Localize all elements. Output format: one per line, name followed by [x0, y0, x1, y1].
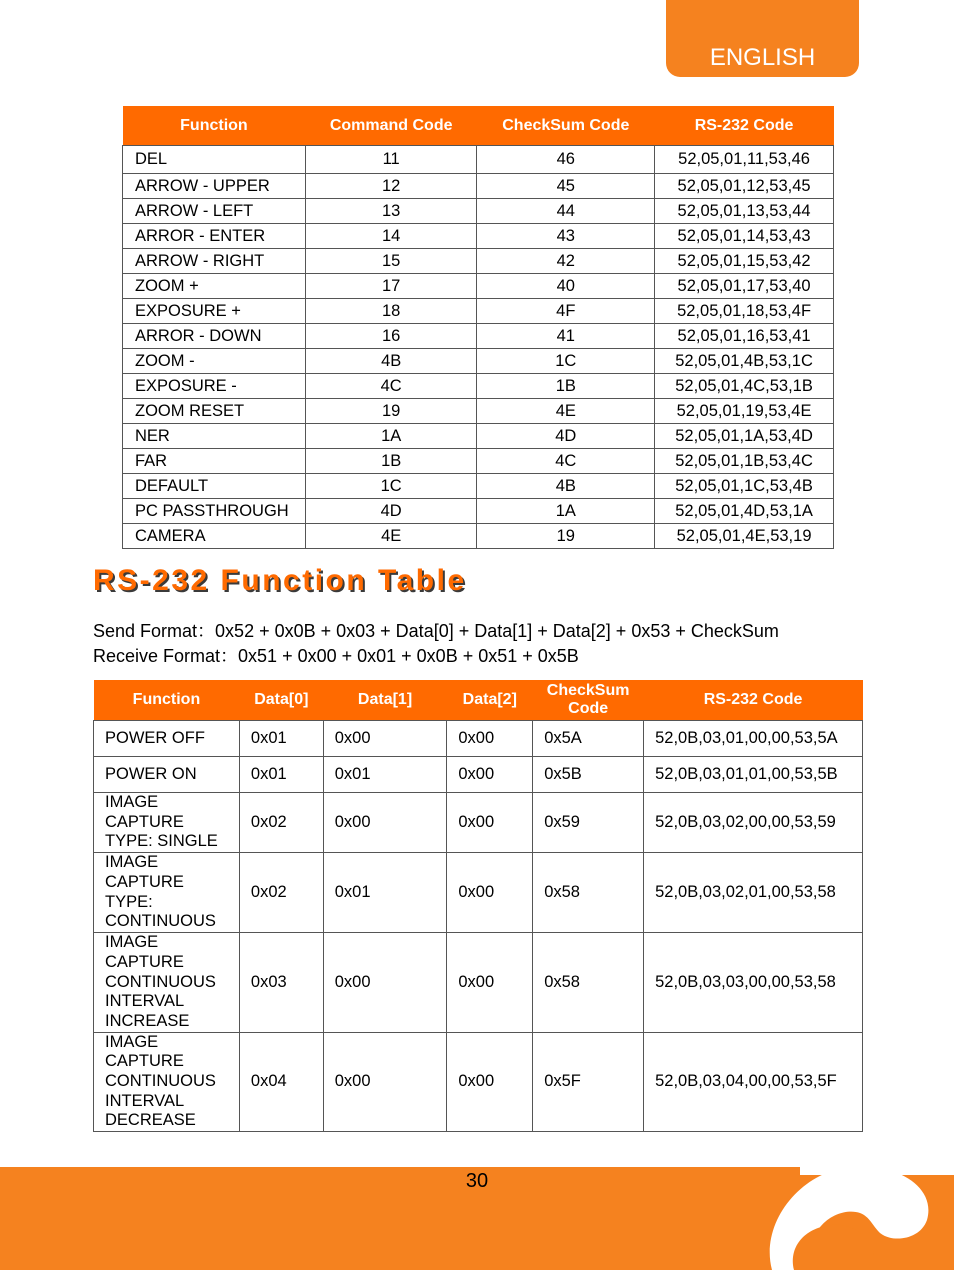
table-cell: 15 — [305, 249, 477, 274]
table-cell: 4D — [305, 499, 477, 524]
table-cell: 4F — [477, 299, 655, 324]
table-cell: CAMERA — [123, 524, 306, 549]
table-row — [94, 721, 863, 757]
table-cell: 0x01 — [239, 721, 323, 757]
table-cell: 19 — [305, 399, 477, 424]
table-cell: 45 — [477, 174, 655, 199]
table-cell: 0x01 — [239, 757, 323, 793]
table-row — [94, 933, 863, 1033]
table-cell: 0x00 — [447, 721, 533, 757]
table-row — [123, 146, 834, 174]
table-cell: DEL — [123, 146, 306, 174]
table-cell: 0x00 — [447, 1032, 533, 1132]
column-header: Data[0] — [239, 680, 323, 721]
column-header: RS-232 Code — [644, 680, 863, 721]
table-cell: 0x5A — [533, 721, 644, 757]
table-cell: 0x58 — [533, 933, 644, 1033]
table-cell: 43 — [477, 224, 655, 249]
table-cell: 52,05,01,13,53,44 — [655, 199, 834, 224]
table-cell: 52,0B,03,03,00,00,53,58 — [644, 933, 863, 1033]
table-cell: 0x5B — [533, 757, 644, 793]
table-cell: 52,05,01,19,53,4E — [655, 399, 834, 424]
table-cell: 0x01 — [323, 853, 447, 933]
table-cell: POWER OFF — [94, 721, 240, 757]
table-cell: 1C — [305, 474, 477, 499]
table-row — [123, 224, 834, 249]
column-header: Command Code — [305, 106, 477, 146]
table-cell: ZOOM - — [123, 349, 306, 374]
column-header: Function — [94, 680, 240, 721]
table-cell: FAR — [123, 449, 306, 474]
table-cell: 41 — [477, 324, 655, 349]
language-label: ENGLISH — [709, 44, 816, 71]
table-cell: 1A — [477, 499, 655, 524]
command-code-table — [122, 106, 834, 549]
column-header: Function — [123, 106, 306, 146]
table-cell: 14 — [305, 224, 477, 249]
table-row — [123, 524, 834, 549]
table-cell: 40 — [477, 274, 655, 299]
table-row — [123, 249, 834, 274]
table-cell: 52,05,01,14,53,43 — [655, 224, 834, 249]
table-cell: 18 — [305, 299, 477, 324]
send-format: Send Format：0x52 + 0x0B + 0x03 + Data[0] + Data[1] + Data[2] + 0x53 + CheckSum — [93, 621, 779, 641]
table-cell: 1A — [305, 424, 477, 449]
table-cell: 0x59 — [533, 793, 644, 853]
table-cell: 0x00 — [447, 793, 533, 853]
function-table — [93, 680, 863, 1132]
table-cell: 4C — [477, 449, 655, 474]
table-cell: 0x01 — [323, 757, 447, 793]
table-cell: 52,05,01,4E,53,19 — [655, 524, 834, 549]
table-cell: POWER ON — [94, 757, 240, 793]
column-header: Data[2] — [447, 680, 533, 721]
table-cell: 52,05,01,17,53,40 — [655, 274, 834, 299]
table-cell: ARROW - RIGHT — [123, 249, 306, 274]
table-header-row — [94, 680, 863, 721]
table-cell: 42 — [477, 249, 655, 274]
table-cell: 52,05,01,4C,53,1B — [655, 374, 834, 399]
table-cell: 4B — [305, 349, 477, 374]
table-cell: 0x00 — [447, 853, 533, 933]
brand-swirl-logo — [762, 1165, 952, 1270]
table-cell: 13 — [305, 199, 477, 224]
language-tab — [666, 0, 859, 77]
table-cell: 44 — [477, 199, 655, 224]
table-cell: 17 — [305, 274, 477, 299]
table-cell: 0x58 — [533, 853, 644, 933]
section-title: RS-232 Function Table — [93, 564, 467, 597]
table-cell: IMAGE CAPTURE CONTINUOUS INTERVAL DECREASE — [94, 1032, 240, 1132]
table-cell: 52,05,01,1A,53,4D — [655, 424, 834, 449]
table-row — [123, 374, 834, 399]
table-cell: 0x5F — [533, 1032, 644, 1132]
table-cell: 52,05,01,4B,53,1C — [655, 349, 834, 374]
table-cell: 4D — [477, 424, 655, 449]
table-cell: 4E — [305, 524, 477, 549]
page-number: 30 — [465, 1170, 489, 1192]
table-cell: EXPOSURE + — [123, 299, 306, 324]
receive-format: Receive Format：0x51 + 0x00 + 0x01 + 0x0B + 0x51 + 0x5B — [93, 646, 579, 666]
table-cell: IMAGE CAPTURE CONTINUOUS INTERVAL INCREASE — [94, 933, 240, 1033]
table-cell: ZOOM + — [123, 274, 306, 299]
table-cell: ARROW - LEFT — [123, 199, 306, 224]
table-cell: ZOOM RESET — [123, 399, 306, 424]
table-cell: 52,05,01,1C,53,4B — [655, 474, 834, 499]
table-row — [94, 1032, 863, 1132]
table-cell: ARROR - DOWN — [123, 324, 306, 349]
table-row — [123, 424, 834, 449]
table-cell: 0x00 — [323, 793, 447, 853]
table-cell: 12 — [305, 174, 477, 199]
table-row — [123, 449, 834, 474]
column-header: CheckSum Code — [533, 680, 644, 721]
table-row — [94, 757, 863, 793]
table-row — [94, 853, 863, 933]
table-cell: 0x04 — [239, 1032, 323, 1132]
table-cell: 0x00 — [323, 1032, 447, 1132]
table-cell: 52,05,01,1B,53,4C — [655, 449, 834, 474]
table-cell: 16 — [305, 324, 477, 349]
table-row — [123, 499, 834, 524]
table-cell: 1B — [477, 374, 655, 399]
table-cell: 52,05,01,12,53,45 — [655, 174, 834, 199]
column-header: Data[1] — [323, 680, 447, 721]
table-cell: 4B — [477, 474, 655, 499]
table-cell: 52,05,01,11,53,46 — [655, 146, 834, 174]
table-cell: 0x03 — [239, 933, 323, 1033]
table-cell: 52,05,01,18,53,4F — [655, 299, 834, 324]
table-cell: 52,05,01,4D,53,1A — [655, 499, 834, 524]
table-cell: 52,05,01,15,53,42 — [655, 249, 834, 274]
table-cell: 52,0B,03,01,00,00,53,5A — [644, 721, 863, 757]
table-cell: 4C — [305, 374, 477, 399]
table-cell: 1C — [477, 349, 655, 374]
table-cell: 0x02 — [239, 793, 323, 853]
table-row — [123, 199, 834, 224]
table-cell: 52,05,01,16,53,41 — [655, 324, 834, 349]
column-header: RS-232 Code — [655, 106, 834, 146]
table-cell: 0x00 — [323, 721, 447, 757]
table-row — [123, 349, 834, 374]
table-row — [123, 399, 834, 424]
table-cell: NER — [123, 424, 306, 449]
table-row — [94, 793, 863, 853]
table-header-row — [123, 106, 834, 146]
table-cell: 52,0B,03,01,01,00,53,5B — [644, 757, 863, 793]
table-cell: 0x00 — [447, 757, 533, 793]
table-cell: DEFAULT — [123, 474, 306, 499]
table-row — [123, 474, 834, 499]
table-cell: 46 — [477, 146, 655, 174]
table-cell: PC PASSTHROUGH — [123, 499, 306, 524]
table-cell: EXPOSURE - — [123, 374, 306, 399]
table-cell: 52,0B,03,04,00,00,53,5F — [644, 1032, 863, 1132]
table-cell: 11 — [305, 146, 477, 174]
table-cell: 19 — [477, 524, 655, 549]
table-cell: 0x00 — [447, 933, 533, 1033]
table-cell: ARROW - UPPER — [123, 174, 306, 199]
table-cell: IMAGE CAPTURE TYPE: CONTINUOUS — [94, 853, 240, 933]
table-cell: 52,0B,03,02,01,00,53,58 — [644, 853, 863, 933]
column-header: CheckSum Code — [477, 106, 655, 146]
table-row — [123, 274, 834, 299]
table-row — [123, 174, 834, 199]
table-row — [123, 324, 834, 349]
table-cell: ARROR - ENTER — [123, 224, 306, 249]
table-cell: 0x02 — [239, 853, 323, 933]
table-cell: 0x00 — [323, 933, 447, 1033]
table-cell: 52,0B,03,02,00,00,53,59 — [644, 793, 863, 853]
table-row — [123, 299, 834, 324]
table-cell: 1B — [305, 449, 477, 474]
table-cell: IMAGE CAPTURE TYPE: SINGLE — [94, 793, 240, 853]
table-cell: 4E — [477, 399, 655, 424]
